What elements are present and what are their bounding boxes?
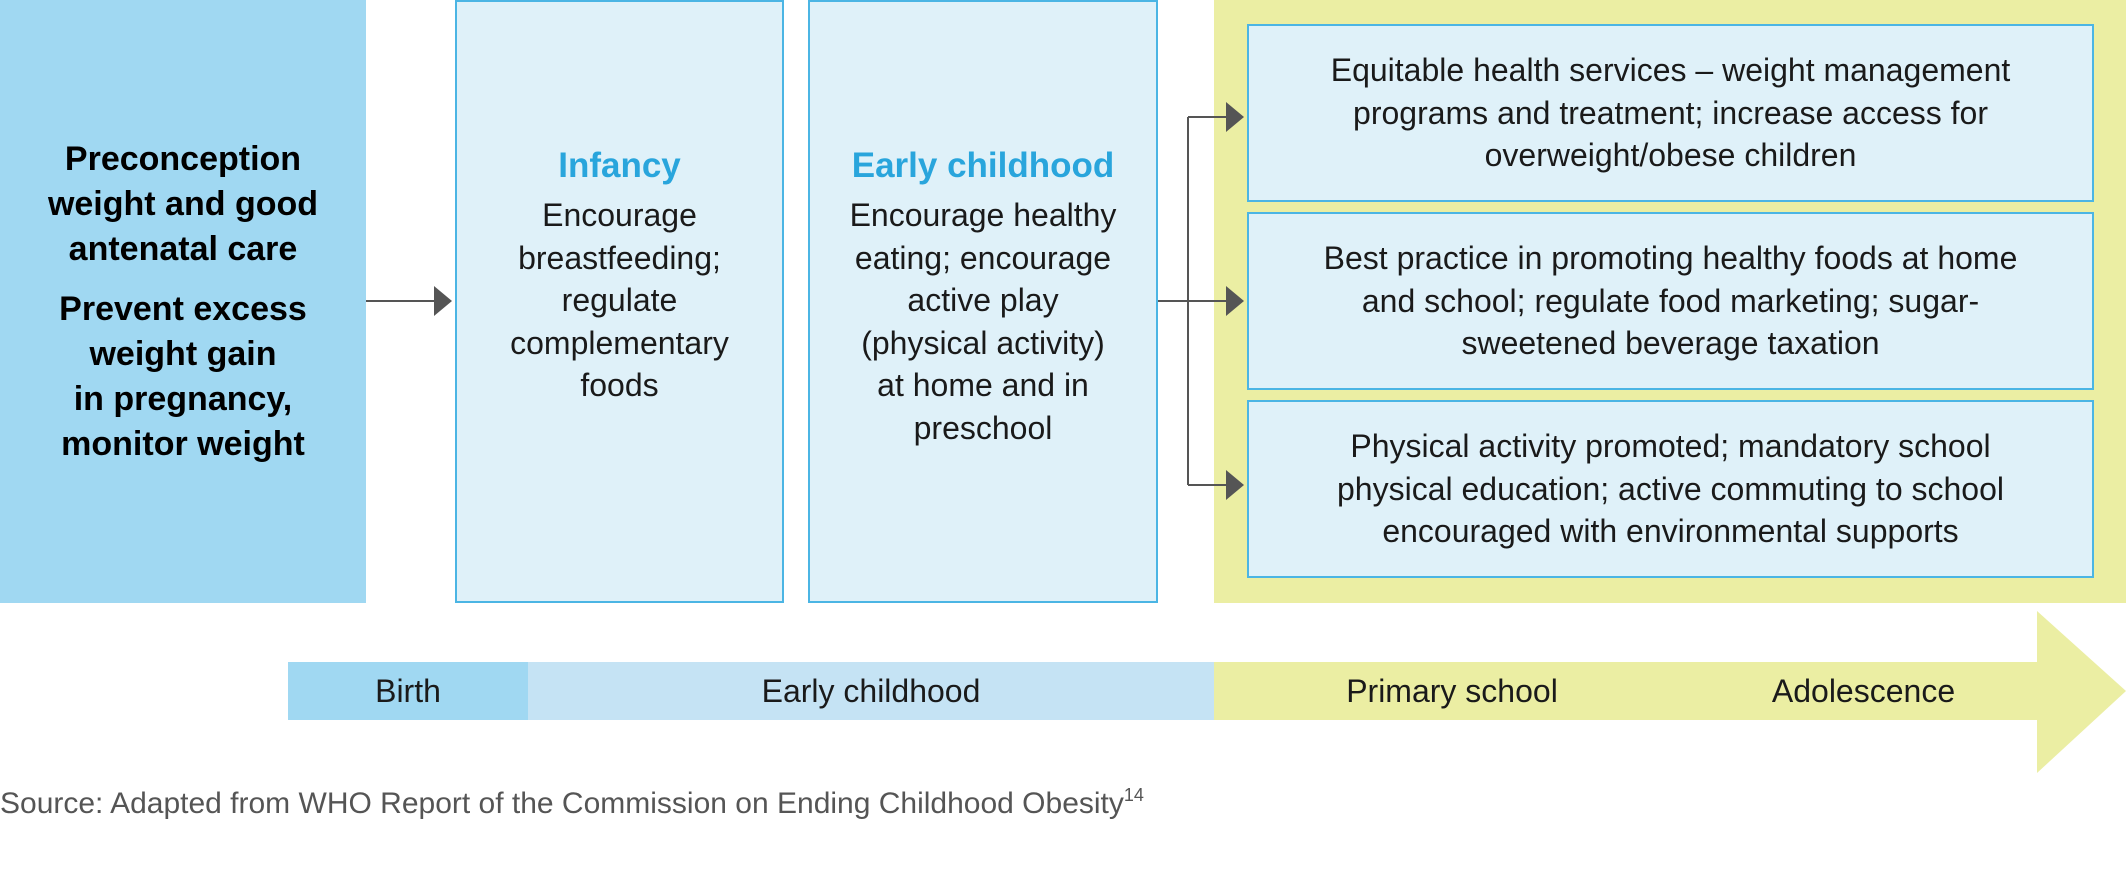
timeline-arrowhead <box>2037 611 2126 773</box>
source-note <box>0 786 1144 822</box>
early-childhood-title: Early childhood <box>851 146 1115 185</box>
arrow-to-infancy-icon <box>366 286 452 316</box>
pregnancy-heading: Prevent excess weight gain in pregnancy, monitor weight <box>59 289 307 463</box>
timeline-early-childhood: Early childhood <box>528 662 1214 720</box>
branch-connector-icon <box>1158 102 1244 500</box>
early-childhood-body: Encourage healthy eating; encourage active play (physical activity) at home and in preschool <box>849 197 1117 446</box>
policy-physical-activity: Physical activity promoted; mandatory school physical education; active commuting to school encouraged with environmental supports <box>1247 400 2094 578</box>
timeline-primary-school: Primary school <box>1214 662 1690 720</box>
infancy-body: Encourage breastfeeding; regulate complementary foods <box>510 197 729 403</box>
policy-health-services: Equitable health services – weight management programs and treatment; increase access for overweight/obese children <box>1247 24 2094 202</box>
source-text: Source: Adapted from WHO Report of the Commission on Ending Childhood Obesity <box>0 787 1124 820</box>
timeline-birth: Birth <box>288 662 528 720</box>
source-footnote: 14 <box>1123 785 1144 805</box>
infancy-title: Infancy <box>558 146 681 185</box>
policy-healthy-foods: Best practice in promoting healthy foods at home and school; regulate food marketing; sugar- sweetened beverage taxation <box>1247 212 2094 390</box>
preconception-heading: Preconception weight and good antenatal care <box>47 139 319 268</box>
timeline-adolescence: Adolescence <box>1690 662 2037 720</box>
